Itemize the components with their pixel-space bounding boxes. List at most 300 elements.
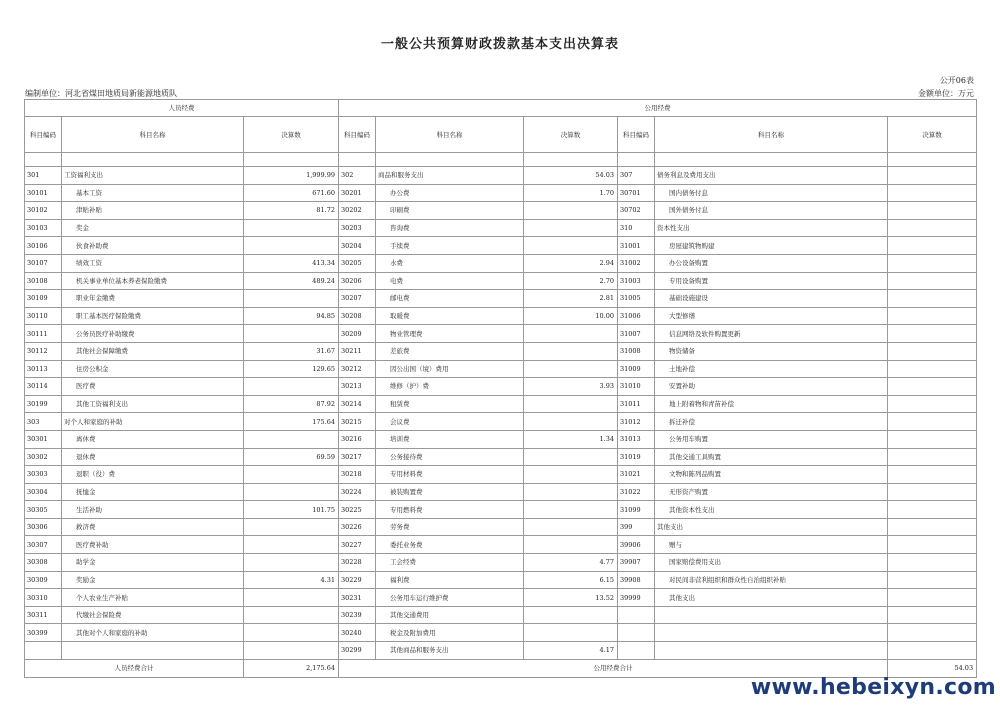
subject-name-cell: 信息网络及软件购置更新 bbox=[655, 325, 888, 343]
amount-cell bbox=[888, 167, 977, 185]
amount-cell bbox=[524, 360, 618, 378]
subject-code-cell: 30114 bbox=[25, 378, 62, 396]
subject-name-cell: 其他交通工具购置 bbox=[655, 448, 888, 466]
table-row bbox=[25, 518, 977, 536]
subject-code-cell: 30101 bbox=[25, 184, 62, 202]
subject-code-cell: 30303 bbox=[25, 466, 62, 484]
amount-cell bbox=[244, 624, 339, 642]
table-row bbox=[25, 342, 977, 360]
subject-name-cell: 奖励金 bbox=[62, 571, 244, 589]
subject-name-cell: 其他社会保障缴费 bbox=[62, 342, 244, 360]
subject-code-cell: 30212 bbox=[339, 360, 376, 378]
subject-code-cell: 30229 bbox=[339, 571, 376, 589]
subject-code-cell bbox=[618, 624, 655, 642]
col-amount-header: 决算数 bbox=[524, 117, 618, 153]
subject-name-cell: 办公设备购置 bbox=[655, 254, 888, 272]
subject-code-cell: 30307 bbox=[25, 536, 62, 554]
amount-cell: 94.85 bbox=[244, 307, 339, 325]
col-name-header: 科目名称 bbox=[655, 117, 888, 153]
subject-code-cell: 31022 bbox=[618, 483, 655, 501]
subject-name-cell: 其他工资福利支出 bbox=[62, 395, 244, 413]
amount-cell: 1,999.99 bbox=[244, 167, 339, 185]
subject-code-cell: 30225 bbox=[339, 501, 376, 519]
amount-cell bbox=[888, 554, 977, 572]
subject-name-cell: 其他对个人和家庭的补助 bbox=[62, 624, 244, 642]
amount-cell bbox=[888, 360, 977, 378]
subject-code-cell: 399 bbox=[618, 518, 655, 536]
amount-cell bbox=[524, 325, 618, 343]
total-public-label: 公用经费合计 bbox=[339, 659, 888, 677]
subject-name-cell: 工资福利支出 bbox=[62, 167, 244, 185]
subject-name-cell: 物业管理费 bbox=[376, 325, 524, 343]
amount-cell bbox=[888, 430, 977, 448]
subject-name-cell: 电费 bbox=[376, 272, 524, 290]
amount-cell bbox=[524, 518, 618, 536]
subject-name-cell: 代缴社会保险费 bbox=[62, 606, 244, 624]
subject-code-cell: 30239 bbox=[339, 606, 376, 624]
table-row bbox=[25, 448, 977, 466]
table-row bbox=[25, 325, 977, 343]
subject-code-cell: 30302 bbox=[25, 448, 62, 466]
subject-name-cell: 印刷费 bbox=[376, 202, 524, 220]
subject-name-cell: 办公费 bbox=[376, 184, 524, 202]
subject-code-cell: 30217 bbox=[339, 448, 376, 466]
subject-code-cell: 31001 bbox=[618, 237, 655, 255]
subject-code-cell: 31009 bbox=[618, 360, 655, 378]
col-code-header: 科目编码 bbox=[618, 117, 655, 153]
table-row bbox=[25, 554, 977, 572]
group-header-row bbox=[25, 100, 977, 117]
subject-code-cell: 30203 bbox=[339, 219, 376, 237]
subject-name-cell: 离休费 bbox=[62, 430, 244, 448]
subject-code-cell: 31019 bbox=[618, 448, 655, 466]
subject-code-cell: 30215 bbox=[339, 413, 376, 431]
subject-name-cell: 地上附着物和青苗补偿 bbox=[655, 395, 888, 413]
col-code-header: 科目编码 bbox=[25, 117, 62, 153]
subject-code-cell bbox=[618, 642, 655, 660]
subject-code-cell: 31003 bbox=[618, 272, 655, 290]
amount-cell: 4.77 bbox=[524, 554, 618, 572]
amount-cell bbox=[244, 536, 339, 554]
subject-code-cell: 31099 bbox=[618, 501, 655, 519]
col-code-header: 科目编码 bbox=[339, 117, 376, 153]
amount-cell: 13.52 bbox=[524, 589, 618, 607]
amount-cell: 489.24 bbox=[244, 272, 339, 290]
subject-name-cell: 水费 bbox=[376, 254, 524, 272]
subject-name-cell: 国内债务付息 bbox=[655, 184, 888, 202]
table-row bbox=[25, 413, 977, 431]
subject-code-cell bbox=[618, 606, 655, 624]
col-amount-header: 决算数 bbox=[888, 117, 977, 153]
subject-name-cell: 基础设施建设 bbox=[655, 290, 888, 308]
amount-cell bbox=[524, 237, 618, 255]
amount-cell bbox=[888, 219, 977, 237]
table-row bbox=[25, 606, 977, 624]
subject-name-cell: 其他交通费用 bbox=[376, 606, 524, 624]
table-row bbox=[25, 237, 977, 255]
table-row bbox=[25, 501, 977, 519]
subject-name-cell: 奖金 bbox=[62, 219, 244, 237]
subject-code-cell: 30205 bbox=[339, 254, 376, 272]
table-row bbox=[25, 466, 977, 484]
total-personnel-value: 2,175.64 bbox=[244, 659, 339, 677]
amount-cell bbox=[888, 237, 977, 255]
subject-code-cell: 30110 bbox=[25, 307, 62, 325]
amount-cell bbox=[888, 624, 977, 642]
subject-name-cell: 债务利息及费用支出 bbox=[655, 167, 888, 185]
subject-code-cell: 30211 bbox=[339, 342, 376, 360]
amount-cell bbox=[524, 395, 618, 413]
subject-code-cell: 30108 bbox=[25, 272, 62, 290]
amount-cell bbox=[888, 307, 977, 325]
subject-code-cell: 30214 bbox=[339, 395, 376, 413]
amount-cell bbox=[244, 430, 339, 448]
subject-name-cell: 商品和服务支出 bbox=[376, 167, 524, 185]
amount-cell: 1.34 bbox=[524, 430, 618, 448]
subject-name-cell: 无形资产购置 bbox=[655, 483, 888, 501]
subject-name-cell: 救济费 bbox=[62, 518, 244, 536]
col-name-header: 科目名称 bbox=[376, 117, 524, 153]
amount-cell: 101.75 bbox=[244, 501, 339, 519]
subject-code-cell: 31006 bbox=[618, 307, 655, 325]
subject-code-cell: 30207 bbox=[339, 290, 376, 308]
amount-cell bbox=[244, 378, 339, 396]
subject-code-cell: 30309 bbox=[25, 571, 62, 589]
subject-code-cell bbox=[25, 642, 62, 660]
amount-cell bbox=[888, 536, 977, 554]
subject-code-cell: 302 bbox=[339, 167, 376, 185]
amount-cell bbox=[524, 483, 618, 501]
subject-name-cell: 租赁费 bbox=[376, 395, 524, 413]
amount-cell bbox=[244, 325, 339, 343]
amount-cell bbox=[888, 272, 977, 290]
subject-code-cell: 30310 bbox=[25, 589, 62, 607]
subject-code-cell: 39907 bbox=[618, 554, 655, 572]
subject-name-cell: 其他资本性支出 bbox=[655, 501, 888, 519]
amount-cell: 69.59 bbox=[244, 448, 339, 466]
subject-name-cell: 国外债务付息 bbox=[655, 202, 888, 220]
subject-name-cell: 助学金 bbox=[62, 554, 244, 572]
subject-name-cell: 个人农业生产补贴 bbox=[62, 589, 244, 607]
amount-cell bbox=[888, 571, 977, 589]
amount-cell bbox=[888, 642, 977, 660]
subject-code-cell: 30216 bbox=[339, 430, 376, 448]
subject-name-cell: 咨询费 bbox=[376, 219, 524, 237]
amount-cell bbox=[524, 202, 618, 220]
table-row bbox=[25, 167, 977, 185]
subject-code-cell: 31011 bbox=[618, 395, 655, 413]
subject-code-cell: 30206 bbox=[339, 272, 376, 290]
subject-code-cell: 30213 bbox=[339, 378, 376, 396]
subject-code-cell: 39908 bbox=[618, 571, 655, 589]
amount-cell bbox=[524, 624, 618, 642]
amount-cell bbox=[888, 342, 977, 360]
amount-cell bbox=[244, 219, 339, 237]
subject-name-cell: 基本工资 bbox=[62, 184, 244, 202]
subject-name-cell bbox=[62, 642, 244, 660]
subject-name-cell: 伙食补助费 bbox=[62, 237, 244, 255]
subject-name-cell: 公务用车购置 bbox=[655, 430, 888, 448]
subject-code-cell: 30305 bbox=[25, 501, 62, 519]
subject-code-cell: 30311 bbox=[25, 606, 62, 624]
subject-code-cell: 30106 bbox=[25, 237, 62, 255]
amount-cell bbox=[524, 501, 618, 519]
table-row bbox=[25, 378, 977, 396]
subject-name-cell: 对民间非营利组织和群众性自治组织补贴 bbox=[655, 571, 888, 589]
subject-code-cell: 30109 bbox=[25, 290, 62, 308]
amount-cell bbox=[888, 378, 977, 396]
subject-name-cell: 文物和陈列品购置 bbox=[655, 466, 888, 484]
amount-cell: 2.81 bbox=[524, 290, 618, 308]
amount-unit: 金额单位：万元 bbox=[918, 89, 974, 98]
subject-code-cell: 31021 bbox=[618, 466, 655, 484]
amount-cell: 54.03 bbox=[524, 167, 618, 185]
table-row bbox=[25, 272, 977, 290]
subject-code-cell: 30301 bbox=[25, 430, 62, 448]
subject-code-cell: 301 bbox=[25, 167, 62, 185]
amount-cell bbox=[244, 483, 339, 501]
subject-code-cell: 30102 bbox=[25, 202, 62, 220]
amount-cell bbox=[524, 219, 618, 237]
subject-name-cell: 会议费 bbox=[376, 413, 524, 431]
amount-cell bbox=[888, 501, 977, 519]
table-row bbox=[25, 202, 977, 220]
subject-name-cell: 专用材料费 bbox=[376, 466, 524, 484]
amount-cell: 81.72 bbox=[244, 202, 339, 220]
amount-cell bbox=[888, 466, 977, 484]
amount-cell: 10.00 bbox=[524, 307, 618, 325]
amount-cell bbox=[888, 606, 977, 624]
subject-code-cell: 30224 bbox=[339, 483, 376, 501]
subject-name-cell: 取暖费 bbox=[376, 307, 524, 325]
subject-name-cell: 税金及附加费用 bbox=[376, 624, 524, 642]
amount-cell bbox=[888, 483, 977, 501]
subject-name-cell: 医疗费补助 bbox=[62, 536, 244, 554]
subject-name-cell: 专用燃料费 bbox=[376, 501, 524, 519]
amount-cell bbox=[888, 254, 977, 272]
subject-code-cell: 30208 bbox=[339, 307, 376, 325]
amount-cell: 175.64 bbox=[244, 413, 339, 431]
subject-name-cell: 土地补偿 bbox=[655, 360, 888, 378]
table-row bbox=[25, 642, 977, 660]
subject-name-cell: 其他商品和服务支出 bbox=[376, 642, 524, 660]
subject-code-cell: 30399 bbox=[25, 624, 62, 642]
subject-code-cell: 30204 bbox=[339, 237, 376, 255]
subject-code-cell: 30299 bbox=[339, 642, 376, 660]
subject-code-cell: 30202 bbox=[339, 202, 376, 220]
amount-cell bbox=[888, 589, 977, 607]
amount-cell bbox=[888, 448, 977, 466]
amount-cell: 3.93 bbox=[524, 378, 618, 396]
amount-cell: 2.94 bbox=[524, 254, 618, 272]
subject-name-cell: 劳务费 bbox=[376, 518, 524, 536]
spacer-row bbox=[25, 153, 977, 167]
amount-cell bbox=[244, 606, 339, 624]
subject-code-cell: 31002 bbox=[618, 254, 655, 272]
amount-cell bbox=[888, 202, 977, 220]
subject-name-cell: 职工基本医疗保险缴费 bbox=[62, 307, 244, 325]
amount-cell bbox=[888, 413, 977, 431]
amount-cell bbox=[244, 466, 339, 484]
subject-name-cell: 住房公积金 bbox=[62, 360, 244, 378]
subject-code-cell: 30228 bbox=[339, 554, 376, 572]
group-public-header: 公用经费 bbox=[339, 100, 977, 117]
subject-name-cell: 专用设备购置 bbox=[655, 272, 888, 290]
amount-cell bbox=[244, 642, 339, 660]
subject-code-cell: 30702 bbox=[618, 202, 655, 220]
amount-cell: 4.31 bbox=[244, 571, 339, 589]
table-number: 公开06表 bbox=[939, 76, 974, 85]
amount-cell bbox=[244, 518, 339, 536]
subject-name-cell: 公务员医疗补助缴费 bbox=[62, 325, 244, 343]
subject-code-cell: 30107 bbox=[25, 254, 62, 272]
table-row bbox=[25, 624, 977, 642]
group-personnel-header: 人员经费 bbox=[25, 100, 339, 117]
reporting-unit: 编制单位：河北省煤田地质局新能源地质队 bbox=[25, 89, 177, 98]
subject-name-cell: 资本性支出 bbox=[655, 219, 888, 237]
subject-code-cell: 31012 bbox=[618, 413, 655, 431]
table-row bbox=[25, 589, 977, 607]
subject-name-cell: 生活补助 bbox=[62, 501, 244, 519]
amount-cell: 1.70 bbox=[524, 184, 618, 202]
subject-code-cell: 31007 bbox=[618, 325, 655, 343]
col-amount-header: 决算数 bbox=[244, 117, 339, 153]
subject-code-cell: 307 bbox=[618, 167, 655, 185]
table-row bbox=[25, 184, 977, 202]
total-personnel-label: 人员经费合计 bbox=[25, 659, 244, 677]
table-row bbox=[25, 395, 977, 413]
subject-name-cell: 委托业务费 bbox=[376, 536, 524, 554]
subject-name-cell: 其他支出 bbox=[655, 589, 888, 607]
subject-name-cell bbox=[655, 642, 888, 660]
subject-code-cell: 30306 bbox=[25, 518, 62, 536]
subject-code-cell: 31013 bbox=[618, 430, 655, 448]
subject-name-cell: 工会经费 bbox=[376, 554, 524, 572]
amount-cell: 671.60 bbox=[244, 184, 339, 202]
amount-cell bbox=[888, 290, 977, 308]
site-watermark: www.hebeixyn.com bbox=[750, 675, 996, 700]
subject-code-cell: 30240 bbox=[339, 624, 376, 642]
subject-name-cell: 职业年金缴费 bbox=[62, 290, 244, 308]
table-row bbox=[25, 254, 977, 272]
amount-cell bbox=[524, 466, 618, 484]
amount-cell bbox=[888, 518, 977, 536]
table-row bbox=[25, 307, 977, 325]
subject-code-cell: 30226 bbox=[339, 518, 376, 536]
subject-name-cell: 医疗费 bbox=[62, 378, 244, 396]
page-title: 一般公共预算财政拨款基本支出决算表 bbox=[380, 37, 619, 52]
subject-name-cell: 赠与 bbox=[655, 536, 888, 554]
subject-code-cell: 31010 bbox=[618, 378, 655, 396]
subject-name-cell: 被装购置费 bbox=[376, 483, 524, 501]
table-row bbox=[25, 360, 977, 378]
amount-cell bbox=[888, 184, 977, 202]
amount-cell: 413.34 bbox=[244, 254, 339, 272]
subject-code-cell: 30103 bbox=[25, 219, 62, 237]
column-header-row bbox=[25, 117, 977, 153]
subject-name-cell: 差旅费 bbox=[376, 342, 524, 360]
table-row bbox=[25, 430, 977, 448]
subject-name-cell: 绩效工资 bbox=[62, 254, 244, 272]
subject-name-cell: 维修（护）费 bbox=[376, 378, 524, 396]
expenditure-table bbox=[24, 99, 977, 678]
total-public-value: 54.03 bbox=[888, 659, 977, 677]
table-row bbox=[25, 571, 977, 589]
subject-name-cell: 公务用车运行维护费 bbox=[376, 589, 524, 607]
table-row bbox=[25, 290, 977, 308]
amount-cell: 2.70 bbox=[524, 272, 618, 290]
subject-name-cell: 津贴补贴 bbox=[62, 202, 244, 220]
subject-code-cell: 30209 bbox=[339, 325, 376, 343]
subject-code-cell: 30111 bbox=[25, 325, 62, 343]
subject-name-cell: 物资储备 bbox=[655, 342, 888, 360]
subject-name-cell: 安置补助 bbox=[655, 378, 888, 396]
amount-cell bbox=[888, 325, 977, 343]
subject-code-cell: 39999 bbox=[618, 589, 655, 607]
subject-code-cell: 30112 bbox=[25, 342, 62, 360]
subject-name-cell: 房屋建筑物购建 bbox=[655, 237, 888, 255]
subject-name-cell: 大型修缮 bbox=[655, 307, 888, 325]
amount-cell bbox=[524, 536, 618, 554]
subject-code-cell: 30304 bbox=[25, 483, 62, 501]
subject-code-cell: 303 bbox=[25, 413, 62, 431]
subject-code-cell: 30201 bbox=[339, 184, 376, 202]
amount-cell bbox=[524, 606, 618, 624]
subject-code-cell: 310 bbox=[618, 219, 655, 237]
subject-name-cell: 拆迁补偿 bbox=[655, 413, 888, 431]
amount-cell bbox=[524, 413, 618, 431]
subject-code-cell: 30227 bbox=[339, 536, 376, 554]
amount-cell: 31.67 bbox=[244, 342, 339, 360]
subject-name-cell bbox=[655, 624, 888, 642]
amount-cell bbox=[888, 395, 977, 413]
subject-name-cell: 对个人和家庭的补助 bbox=[62, 413, 244, 431]
subject-name-cell: 其他支出 bbox=[655, 518, 888, 536]
table-row bbox=[25, 219, 977, 237]
subject-code-cell: 30231 bbox=[339, 589, 376, 607]
subject-code-cell: 30308 bbox=[25, 554, 62, 572]
subject-code-cell: 30701 bbox=[618, 184, 655, 202]
amount-cell bbox=[244, 589, 339, 607]
amount-cell: 4.17 bbox=[524, 642, 618, 660]
col-name-header: 科目名称 bbox=[62, 117, 244, 153]
subject-name-cell: 机关事业单位基本养老保险缴费 bbox=[62, 272, 244, 290]
amount-cell bbox=[244, 554, 339, 572]
amount-cell bbox=[244, 237, 339, 255]
subject-name-cell: 公务接待费 bbox=[376, 448, 524, 466]
amount-cell bbox=[524, 448, 618, 466]
subject-code-cell: 30218 bbox=[339, 466, 376, 484]
subject-code-cell: 39906 bbox=[618, 536, 655, 554]
subject-name-cell: 抚恤金 bbox=[62, 483, 244, 501]
amount-cell bbox=[524, 342, 618, 360]
subject-name-cell bbox=[655, 606, 888, 624]
subject-name-cell: 因公出国（境）费用 bbox=[376, 360, 524, 378]
table-row bbox=[25, 536, 977, 554]
subject-name-cell: 手续费 bbox=[376, 237, 524, 255]
subject-code-cell: 30199 bbox=[25, 395, 62, 413]
subject-code-cell: 31005 bbox=[618, 290, 655, 308]
subject-code-cell: 31008 bbox=[618, 342, 655, 360]
amount-cell: 129.65 bbox=[244, 360, 339, 378]
subject-name-cell: 福利费 bbox=[376, 571, 524, 589]
amount-cell: 87.92 bbox=[244, 395, 339, 413]
subject-name-cell: 培训费 bbox=[376, 430, 524, 448]
table-row bbox=[25, 483, 977, 501]
subject-name-cell: 退职（役）费 bbox=[62, 466, 244, 484]
amount-cell: 6.15 bbox=[524, 571, 618, 589]
subject-code-cell: 30113 bbox=[25, 360, 62, 378]
